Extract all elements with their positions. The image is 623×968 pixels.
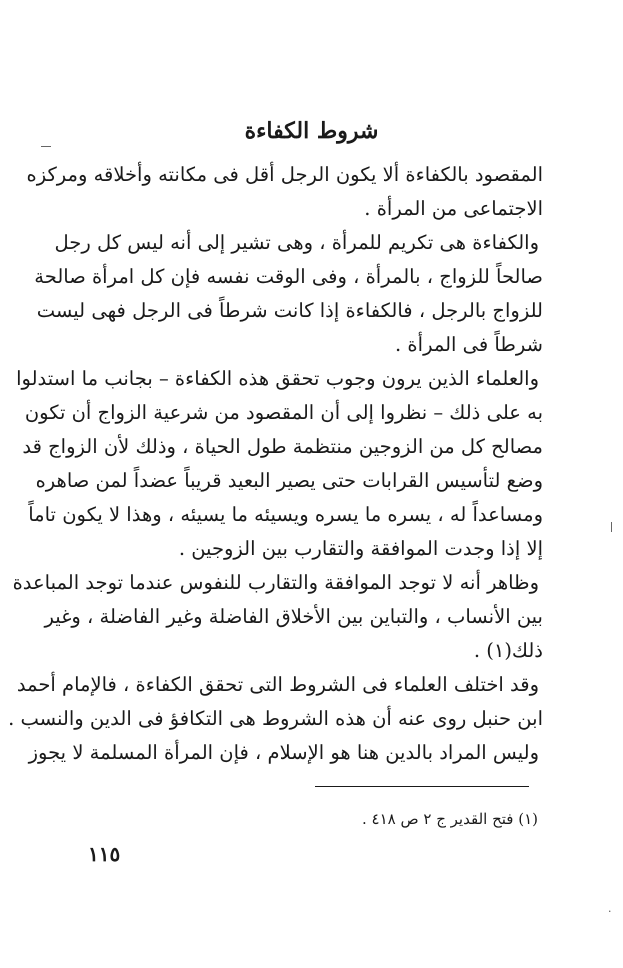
text-line: مصالح كل من الزوجين منتظمة طول الحياة ، وذلك لأن الزواج قد: [22, 435, 543, 458]
text-line: إلا إذا وجدت الموافقة والتقارب بين الزوجين .: [178, 537, 543, 560]
text-line: به على ذلك – نظروا إلى أن المقصود من شرعية الزواج أن تكون: [24, 401, 543, 424]
text-line: الاجتماعى من المرأة .: [364, 197, 543, 220]
scan-mark: [611, 522, 612, 532]
footnote: (١) فتح القدير ج ٢ ص ٤١٨ .: [361, 810, 538, 828]
text-line: وضع لتأسيس القرابات حتى يصير البعيد قريباً عضداً لمن صاهره: [35, 469, 543, 492]
text-line: شرطاً فى المرأة .: [395, 333, 543, 356]
scan-mark: ·: [608, 905, 612, 918]
text-line: صالحاً للزواج ، بالمرأة ، وفى الوقت نفسه فإن كل امرأة صالحة: [34, 265, 543, 288]
text-line: ذلك(١) .: [473, 639, 543, 662]
text-line: وليس المراد بالدين هنا هو الإسلام ، فإن المرأة المسلمة لا يجوز: [28, 741, 539, 764]
page-title: شروط الكفاءة: [244, 118, 379, 144]
text-line: وقد اختلف العلماء فى الشروط التى تحقق الكفاءة ، فالإمام أحمد: [16, 673, 539, 696]
text-line: المقصود بالكفاءة ألا يكون الرجل أقل فى مكانته وأخلاقه ومركزه: [26, 163, 543, 186]
text-line: للزواج بالرجل ، فالكفاءة إذا كانت شرطاً فى الرجل فهى ليست: [36, 299, 543, 322]
text-line: ومساعداً له ، يسره ما يسره ويسيئه ما يسيئه ، وهذا لا يكون تاماً: [28, 503, 543, 526]
scan-mark: [41, 146, 51, 147]
text-line: ابن حنبل روى عنه أن هذه الشروط هى التكافؤ فى الدين والنسب .: [8, 707, 543, 730]
text-line: بين الأنساب ، والتباين بين الأخلاق الفاضلة وغير الفاضلة ، وغير: [44, 605, 543, 628]
footnote-divider: [315, 786, 529, 787]
page-number: ١١٥: [88, 842, 121, 866]
text-line: وظاهر أنه لا توجد الموافقة والتقارب للنفوس عندما توجد المباعدة: [12, 571, 539, 594]
text-line: والكفاءة هى تكريم للمرأة ، وهى تشير إلى أنه ليس كل رجل: [54, 231, 539, 254]
text-line: والعلماء الذين يرون وجوب تحقق هذه الكفاءة – بجانب ما استدلوا: [16, 367, 539, 390]
